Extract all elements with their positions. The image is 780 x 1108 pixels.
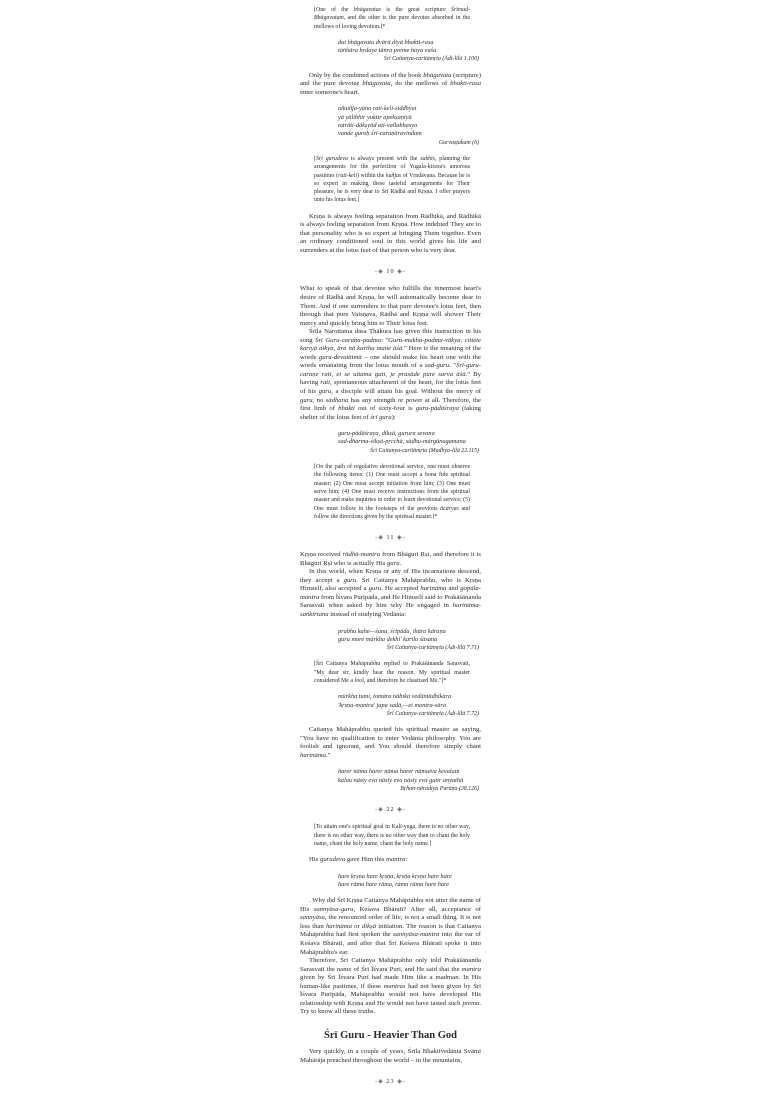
text-run: ) within the (357, 172, 386, 179)
page-number (300, 268, 481, 275)
italic-term: śrī guru (370, 413, 392, 421)
text-run: had not been given by Śrī Īśvara Purīpāda, Mahāprabhu would not have developed His relationship with Kṛṣṇa and He would not have tasted such (300, 982, 481, 1007)
text-run: , the renounced order of life, is not a small thing. It is not less than (300, 914, 481, 930)
text-run: : (405, 856, 408, 864)
italic-term: guru (343, 576, 357, 584)
verse-line: dui bhāgavata dvārā diyā bhakti-rasa (338, 38, 434, 46)
ornament-icon: -◈ (375, 1078, 387, 1086)
text-run: In this world, when Kṛṣṇa or any of His incarnations descend, they accept a (300, 568, 481, 584)
text-run: " Here is the meaning of the words (300, 345, 481, 361)
translation-note (314, 463, 470, 521)
text-run: . (399, 559, 402, 567)
verse-block (300, 39, 479, 64)
ornament-icon: ◈- (394, 268, 406, 276)
verse-line: nikuñja-yūno rati-keli-siddhyai (338, 105, 417, 113)
text-run: [To attain one's spiritual goal in Kali-yuga, there is no other way, there is no other way, there is no other way than to chant the holy name, chant the holy name, chant the holy name.] (314, 824, 470, 847)
italic-term: harināma (420, 585, 447, 593)
text-run: , planning the arrangements for the perfection of Yugala-kiśora's amorous pastimes ( (314, 155, 470, 179)
text-run: from Bhāguri Ṛṣi, and therefore it is Bhāguri Ṛṣi who is actually His (300, 551, 481, 567)
italic-term: harināma-saṅkīrtana (300, 602, 481, 618)
italic-term: guru (318, 387, 332, 395)
text-run: " By having (300, 370, 481, 387)
italic-term: harināma (300, 751, 327, 759)
italic-term: rati-keli (338, 172, 358, 179)
italic-term: guru (368, 585, 382, 593)
text-run: Therefore, Śrī Caitanya Mahāprabhu only told Prakāśānanda Sarasvatī the name of Śrī Īśvara Purī, and He said that the (300, 957, 481, 973)
ornament-icon: -◈ (375, 534, 387, 542)
page-number (300, 1078, 481, 1085)
text-run: of Vṛndāvana. Because he is so expert in making these tasteful arrangements for Their pleasure, he is very dear to Śrī Rādhā and Kṛṣṇa. I offer prayers unto his lotus feet.] (314, 172, 470, 204)
italic-term: sannyāsa-mantra (392, 931, 440, 939)
verse-line: kalau nāsty eva nāsty eva nāsty eva gatir anyathā (338, 776, 464, 784)
text-run: Very quickly, in a couple of years, Śrīla Bhaktivedānta Svāmī Mahārāja preached throughout the world – in the mountains, (300, 1047, 481, 1064)
section-heading: Śrī Guru - Heavier Than God (324, 1029, 457, 1041)
verse-line: hare rāma hare rāma, rāma rāma hare hare (338, 881, 450, 888)
italic-term: Śrī gurudeva (315, 155, 348, 162)
text-run: : " (381, 336, 389, 344)
paragraph (300, 328, 481, 422)
italic-term: guru-devatātmā (318, 353, 362, 361)
italic-term: bhakti (338, 405, 355, 413)
verse-citation: Śrī Caitanya-caritāmṛta (Ādi-līlā 1.100) (383, 56, 479, 63)
italic-term: gurudeva (319, 856, 346, 864)
italic-term: kuñjas (385, 172, 402, 179)
italic-term: bhāgavata (362, 80, 391, 88)
text-run: given by Śrī Īśvara Purī had made Him like a madman. In His human-like pastimes, if these (300, 974, 481, 990)
text-run: is always present with the (347, 155, 421, 162)
text-run: [One of the (314, 7, 354, 13)
text-run: and follow the directions given by the spiritual master.]* (314, 505, 470, 520)
ornament-icon: ◈- (394, 806, 406, 814)
verse-citation: Gurvaṣṭakam (6) (438, 139, 479, 146)
text-run: , and the other is the pure devotee absorbed in the mellows of loving devotion.]* (314, 15, 470, 30)
text-run: ." (326, 751, 331, 759)
italic-term: rādhā-mantra (342, 551, 381, 559)
verse-block (300, 430, 479, 455)
text-run: , do the mellows of (390, 80, 451, 88)
verse-line: sad-dharma-śikṣā-pṛcchā, sādhu-mārgānugamana (338, 438, 466, 446)
paragraph (300, 285, 481, 328)
ornament-icon: -◈ (375, 806, 387, 814)
text-run: (taking shelter of the lotus feet of (300, 405, 482, 421)
text-run: ): (391, 413, 396, 421)
italic-term: sādhana (325, 396, 349, 404)
translation-note (314, 155, 470, 205)
verse-block (300, 873, 479, 890)
text-run: [On the path of regulative devotional service, one must observe the following items: (1) One must accept a bona fide spiritual master; (2) One must accept initiation from him; (3) One must serve him; (4) One must receive instructions from the spiritual master and make inquiries in order to learn devotional service; (5) One must follow in the footsteps of the previous (314, 464, 470, 512)
italic-term: bhāgavata (423, 71, 452, 79)
italic-term: dīkṣā (361, 922, 377, 930)
verse-line: guru more mūrkha dekhi' karila śāsana (338, 635, 438, 643)
verse-line: prabhu kahe—śuna, śrīpāda, ihāra kāraṇa (338, 627, 446, 635)
italic-term: guru-pādāśraya (415, 405, 459, 413)
text-run: , a disciple will attain his goal. Without the mercy of (331, 387, 481, 395)
italic-term: guru (386, 559, 400, 567)
italic-term: Guru-mukha-padma-vākya, cittete kariyā aikya, āra nā kariha mane āśā. (300, 336, 482, 353)
paragraph (300, 1048, 481, 1065)
verse-line: guru-pādāśraya, dīkṣā, gurura sevana (338, 430, 435, 438)
text-run: . Why did Śrī Kṛṣṇa Caitanya Mahāprabhu not utter the name of His (300, 897, 481, 913)
text-run: instead of studying Vedānta: (328, 610, 407, 618)
italic-term: prema (462, 999, 480, 1007)
verse-line: hare kṛṣṇa hare kṛṣṇa, kṛṣṇa kṛṣṇa hare hare (338, 872, 452, 880)
italic-term: sannyāsa-guru (313, 905, 354, 913)
verse-citation: Śrī Caitanya-caritāmṛta (Ādi-līlā 7.72) (386, 710, 479, 717)
text-run: or (351, 922, 362, 930)
text-run: and (446, 585, 461, 593)
text-run: Kṛṣṇa received (300, 551, 343, 559)
translation-note (314, 6, 470, 31)
text-run: [ (314, 155, 316, 162)
paragraph (300, 856, 481, 865)
italic-term: ācāryas (440, 505, 459, 512)
text-run: . Śrī Caitanya Mahāprabhu, who is Kṛṣṇa Himself, also accepted a (300, 576, 481, 593)
page-number-value: 10 (386, 268, 395, 276)
italic-term: guru (300, 396, 313, 404)
verse-block (300, 693, 479, 718)
verse-line: 'kṛṣṇa-mantra' japa sadā,—ei mantra-sāra (338, 701, 446, 709)
text-run: Caitanya Mahāprabhu quoted his spiritual master as saying, "You have no qualification to enter Vedānta philosophy. You are foolish and ignorant, and You should therefore simply chant (300, 726, 481, 751)
text-run: What to speak of that devotee who fulfills the innermost heart's desire of Rādhā and Kṛṣṇa, he will automatically become dear to Them. And if one surrenders to that pure devotee's lotus feet, then through that pure Vaiṣṇava, Rādhā and Kṛṣṇa will shower Their mercy and quickly bring him to Their lotus feet. (300, 285, 481, 327)
verse-line: tāṅhāra hṛdaye tāṅra preme haya vaśa (338, 47, 437, 55)
italic-term: Śrīmad-Bhāgavatam (314, 7, 470, 22)
paragraph (300, 726, 481, 760)
italic-term: mantras (383, 982, 406, 990)
verse-line: mūrkha tumi, tomāra nāhika vedāntādhikāra (338, 693, 452, 701)
ornament-icon: ◈- (394, 1078, 406, 1086)
paragraph (300, 897, 481, 957)
italic-term: mantra (461, 965, 481, 973)
text-run: , Keśava Bhāratī? After all, acceptance of (353, 905, 481, 913)
text-run: from Īśvara Purīpāda, and He Himself said to Prakāśānanda Sarasvatī when asked by him why He engaged in (300, 593, 481, 610)
italic-term: sakhīs (420, 155, 435, 162)
italic-term: sannyāsa (300, 914, 325, 922)
page-number (300, 806, 481, 813)
text-run: is the great scripture (380, 7, 451, 13)
document-column (300, 0, 481, 1095)
verse-citation: Śrī Caitanya-caritāmṛta (Ādi-līlā 7.71) (386, 645, 479, 652)
text-run: . Try to know all these truths. (300, 999, 481, 1016)
verse-citation: Bṛhan-nāradīya Purāṇa (38.126) (400, 785, 479, 792)
translation-note (314, 823, 470, 848)
italic-term: harināma (325, 922, 352, 930)
paragraph (300, 957, 481, 1017)
text-run: (scripture) and the pure devotee (300, 71, 481, 88)
ornament-icon: ◈- (394, 534, 406, 542)
paragraph (300, 213, 481, 256)
text-run: . He accepted (381, 585, 421, 593)
italic-term: bhāgavatas (353, 7, 381, 13)
text-run: enter someone's heart. (300, 88, 360, 96)
italic-term: Śrī-guru-caraṇe rati, ei se uttama gati, je prasāde pure sarva āśā. (300, 362, 481, 378)
verse-line: tatrāti-dākṣyād ati-vallabhasya (338, 122, 418, 130)
text-run: initiation. The reason is that Caitanya Mahāprabhu had first spoken the (300, 922, 482, 939)
italic-term: mantra (386, 856, 406, 864)
paragraph (300, 568, 481, 619)
translation-note (314, 660, 470, 685)
text-run: His (309, 856, 320, 864)
text-run: Kṛṣṇa is always feeling separation from Rādhikā, and Rādhikā is always feeling separation from Kṛṣṇa. How indebted They are to that personality who is so expert at bringing Them together. Even an ordinary conditioned soul in this world gives his life and surrenders at the lotus feet of that person who is very dear. (300, 212, 481, 254)
italic-term: gopāla-mantra (300, 585, 481, 601)
italic-term: sad-guru (424, 362, 450, 370)
page-number-value: 22 (386, 806, 395, 814)
text-run: into the ear of Keśava Bhāratī, and after that Śrī Keśava Bhāratī spoke it into Mahāprabhu's ear. (300, 931, 481, 956)
text-run: [Śrī Caitanya Mahāprabhu replied to Prakāśānanda Sarasvatī, "My dear sir, kindly hear the reason. My spiritual master considered Me a fool, and therefore he chastised Me."]* (314, 661, 470, 684)
text-run: gave Him this (345, 856, 387, 864)
italic-term: rati (320, 379, 331, 387)
verse-block (300, 628, 479, 653)
italic-term: Śrī Guru-caraṇa-padma (315, 336, 382, 344)
text-run: Only by the combined actions of the book (309, 71, 424, 79)
page-number (300, 534, 481, 541)
verse-block (300, 768, 479, 793)
text-run: , no (312, 396, 326, 404)
verse-line: harer nāma harer nāma harer nāmaiva kevalam (338, 768, 460, 776)
text-run: – one should make his heart one with the words emanating from the lotus mouth of a (300, 353, 481, 370)
paragraph (300, 72, 481, 98)
verse-citation: Śrī Caitanya-caritāmṛta (Madhya-līlā 22.115) (370, 447, 479, 454)
paragraph (300, 551, 481, 568)
page-number-value: 11 (386, 534, 395, 542)
ornament-icon: -◈ (375, 268, 387, 276)
verse-block (300, 105, 479, 146)
verse-line: yā yālibhir yuktir apekṣaṇīyā (338, 113, 412, 121)
text-run: , spontaneous attachment of the heart, for the lotus feet of his (300, 379, 482, 395)
text-run: has any strength or power at all. Therefore, the first limb of (300, 396, 481, 413)
italic-term: bhakti-rasa (450, 80, 481, 88)
text-run: . " (449, 362, 457, 370)
text-run: Śrīla Narottama dāsa Ṭhākura has given this instruction in his song (300, 328, 481, 344)
text-run: out of sixty-four is (354, 405, 416, 413)
page-number-value: 23 (386, 1078, 395, 1086)
verse-line: vande guroḥ śrī-caraṇāravindam (338, 130, 422, 138)
